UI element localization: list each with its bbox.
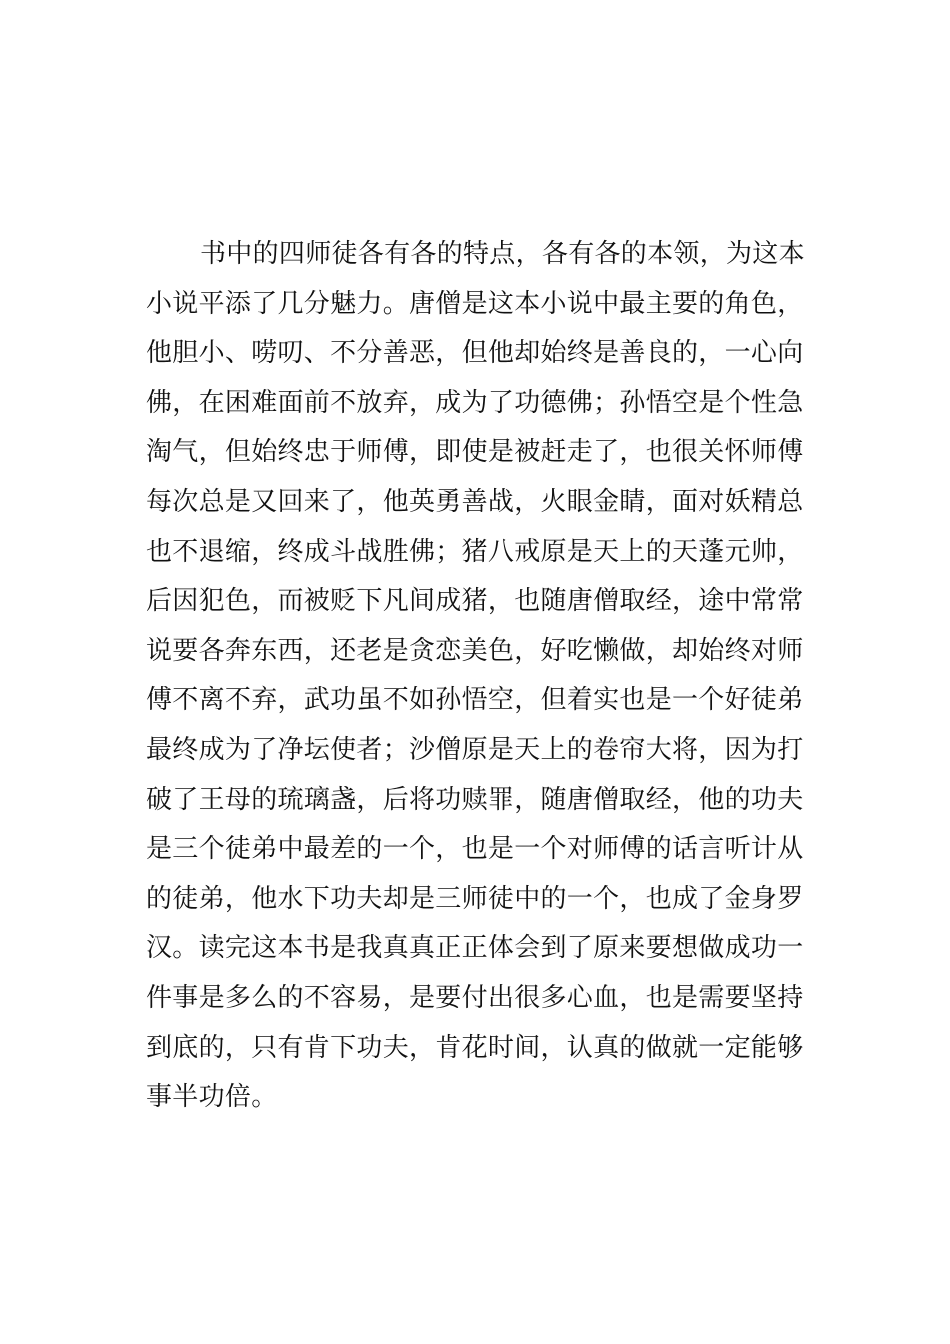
paragraph-line: 件事是多么的不容易，是要付出很多心血，也是需要坚持 [146,982,804,1013]
paragraph-line: 事半功倍。 [146,1082,278,1113]
paragraph-line: 他胆小、唠叨、不分善恶，但他却始终是善良的，一心向 [146,338,804,369]
paragraph-line: 小说平添了几分魅力。唐僧是这本小说中最主要的角色， [146,288,804,319]
paragraph-line: 的徒弟，他水下功夫却是三师徒中的一个，也成了金身罗 [146,883,804,914]
body-paragraph [146,230,816,1123]
paragraph-line: 傅不离不弃，武功虽不如孙悟空，但着实也是一个好徒弟 [146,685,804,716]
paragraph-line: 后因犯色，而被贬下凡间成猪，也随唐僧取经，途中常常 [146,586,804,617]
paragraph-line: 佛，在困难面前不放弃，成为了功德佛；孙悟空是个性急 [146,387,804,418]
paragraph-line: 破了王母的琉璃盏，后将功赎罪，随唐僧取经，他的功夫 [146,784,804,815]
paragraph-line: 说要各奔东西，还老是贪恋美色，好吃懒做，却始终对师 [146,635,804,666]
paragraph-line: 每次总是又回来了，他英勇善战，火眼金睛，面对妖精总 [146,486,804,517]
paragraph-line: 是三个徒弟中最差的一个，也是一个对师傅的话言听计从 [146,834,804,865]
paragraph-line: 汉。读完这本书是我真真正正体会到了原来要想做成功一 [146,933,804,964]
paragraph-line: 到底的，只有肯下功夫，肯花时间，认真的做就一定能够 [146,1032,804,1063]
paragraph-line: 也不退缩，终成斗战胜佛；猪八戒原是天上的天蓬元帅， [146,536,804,567]
paragraph-line: 最终成为了净坛使者；沙僧原是天上的卷帘大将，因为打 [146,734,804,765]
paragraph-line: 书中的四师徒各有各的特点，各有各的本领，为这本 [200,239,805,269]
paragraph-line: 淘气，但始终忠于师傅，即使是被赶走了，也很关怀师傅 [146,437,804,468]
